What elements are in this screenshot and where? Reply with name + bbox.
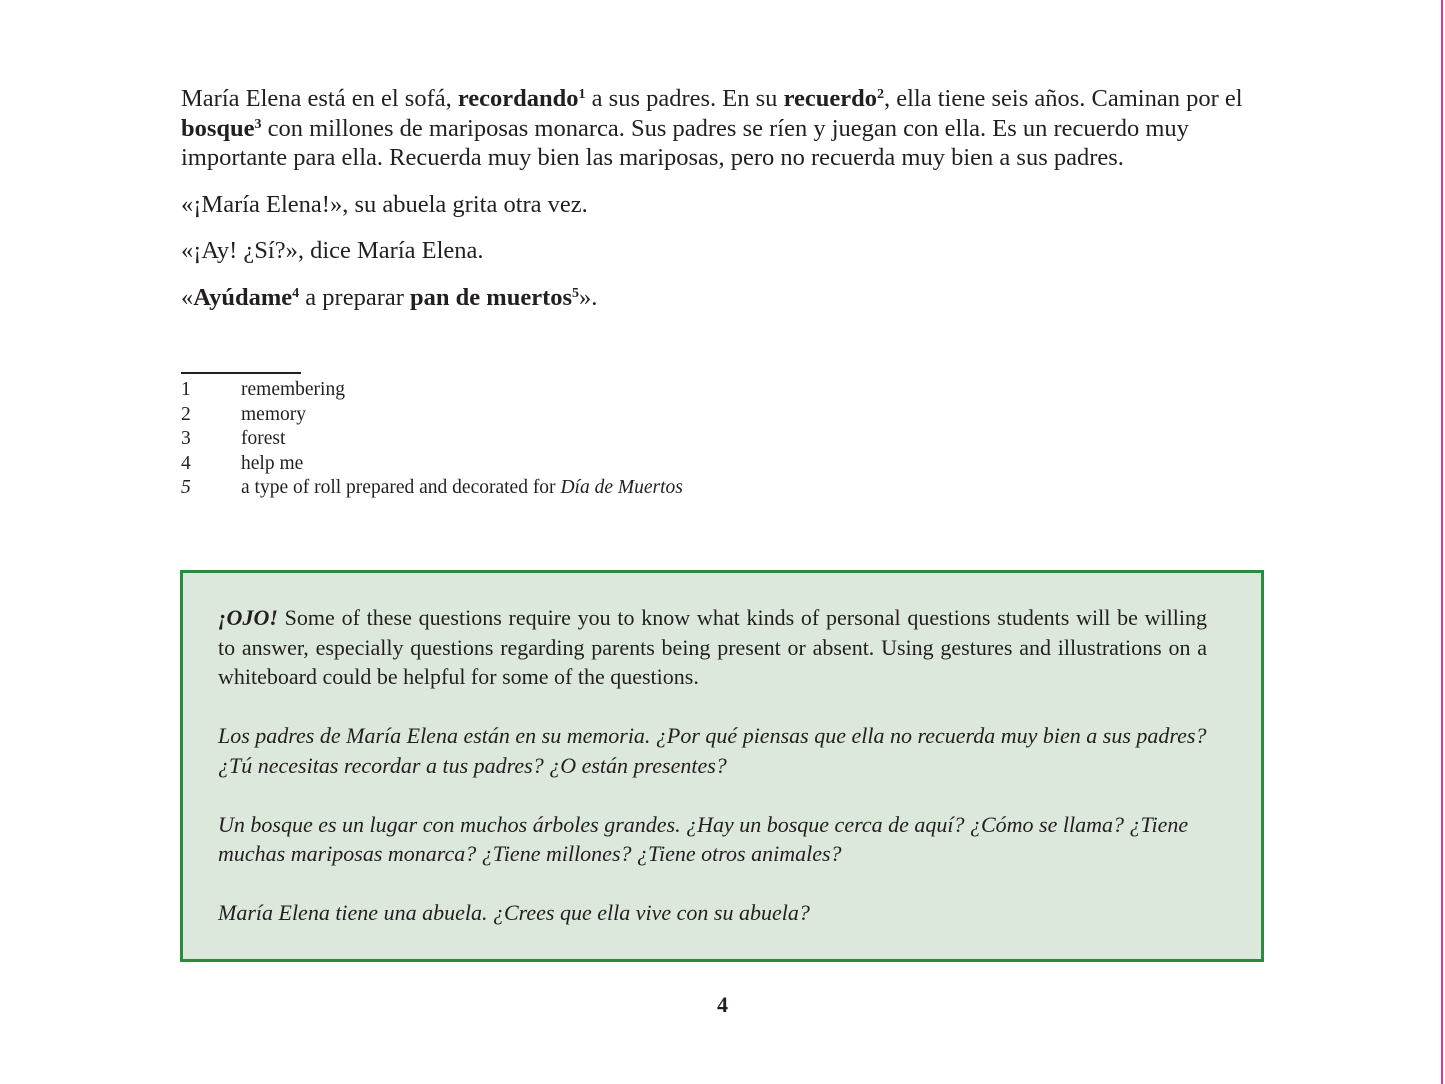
ojo-question: Los padres de María Elena están en su memoria. ¿Por qué piensas que ella no recuerda muy bien a sus padres? ¿Tú necesitas recordar a tus padres? ¿O están presentes? [218, 723, 1207, 778]
footnote-list [181, 378, 881, 501]
vocab-word: bosque [181, 114, 255, 142]
footnote-ref: 2 [877, 87, 884, 102]
page-number: 4 [717, 992, 728, 1017]
vocab-word: Ayúdame [193, 283, 293, 311]
footnote-text: remembering [241, 379, 345, 400]
footnote-item [181, 476, 881, 501]
story-paragraph-1 [181, 84, 1256, 173]
footnote-number: 4 [181, 452, 191, 474]
footnote-item [181, 427, 881, 452]
story-paragraph-2: «¡María Elena!», su abuela grita otra vez. [181, 190, 588, 218]
text-run: , ella tiene seis años. Caminan por el [884, 85, 1243, 112]
footnote-number: 5 [181, 477, 191, 499]
ojo-question: María Elena tiene una abuela. ¿Crees que ella vive con su abuela? [218, 900, 810, 925]
ojo-teacher-note-box [180, 570, 1264, 962]
footnote-number: 1 [181, 379, 191, 400]
footnote-ref: 1 [578, 87, 586, 102]
ojo-label: ¡OJO! [218, 605, 278, 630]
footnote-text-run: a type of roll prepared and decorated for [241, 477, 561, 499]
text-run: María Elena está en el sofá, [181, 85, 458, 112]
page-edge-line [1441, 0, 1443, 1084]
story-paragraph-3: «¡Ay! ¿Sí?», dice María Elena. [181, 237, 484, 264]
vocab-word: pan de muertos [410, 283, 573, 311]
story-text [181, 84, 1256, 329]
text-run: ». [579, 283, 598, 311]
ojo-intro [218, 603, 1207, 692]
vocab-word: recuerdo [783, 85, 877, 112]
footnote-number: 3 [181, 428, 191, 450]
footnote-ref: 5 [572, 285, 580, 301]
footnote-ref: 4 [292, 285, 300, 301]
footnote-text: forest [241, 428, 286, 450]
footnote-text: memory [241, 403, 306, 425]
ojo-question: Un bosque es un lugar con muchos árboles grandes. ¿Hay un bosque cerca de aquí? ¿Cómo se llama? ¿Tiene muchas mariposas monarca? ¿Tiene millones? ¿Tiene otros animales? [218, 811, 1189, 866]
ojo-intro-text: Some of these questions require you to know what kinds of personal questions students will be willing to answer, especially questions regarding parents being present or absent. Using gestures and illustrations on a whiteboard could be helpful for some of the questions. [218, 605, 1207, 689]
footnote-item [181, 452, 881, 477]
footnote-text [241, 476, 683, 501]
story-paragraph-4 [181, 283, 1256, 313]
footnote-item [181, 378, 881, 403]
footnote-number: 2 [181, 403, 191, 425]
footnote-ref: 3 [254, 116, 262, 132]
footnote-divider [181, 372, 301, 374]
footnote-emphasis: Día de Muertos [560, 477, 683, 499]
footnote-item [181, 403, 881, 428]
ojo-content [218, 603, 1207, 957]
footnote-text: help me [241, 452, 304, 474]
text-run: a preparar [299, 283, 411, 311]
text-run: con millones de mariposas monarca. Sus padres se ríen y juegan con ella. Es un recuerdo muy importante para ella. Recuerda muy bien las mariposas, pero no recuerda muy bien a sus padres. [181, 114, 1189, 171]
vocab-word: recordando [457, 85, 579, 112]
text-run: a sus padres. En su [585, 85, 784, 112]
text-run: « [181, 283, 194, 311]
